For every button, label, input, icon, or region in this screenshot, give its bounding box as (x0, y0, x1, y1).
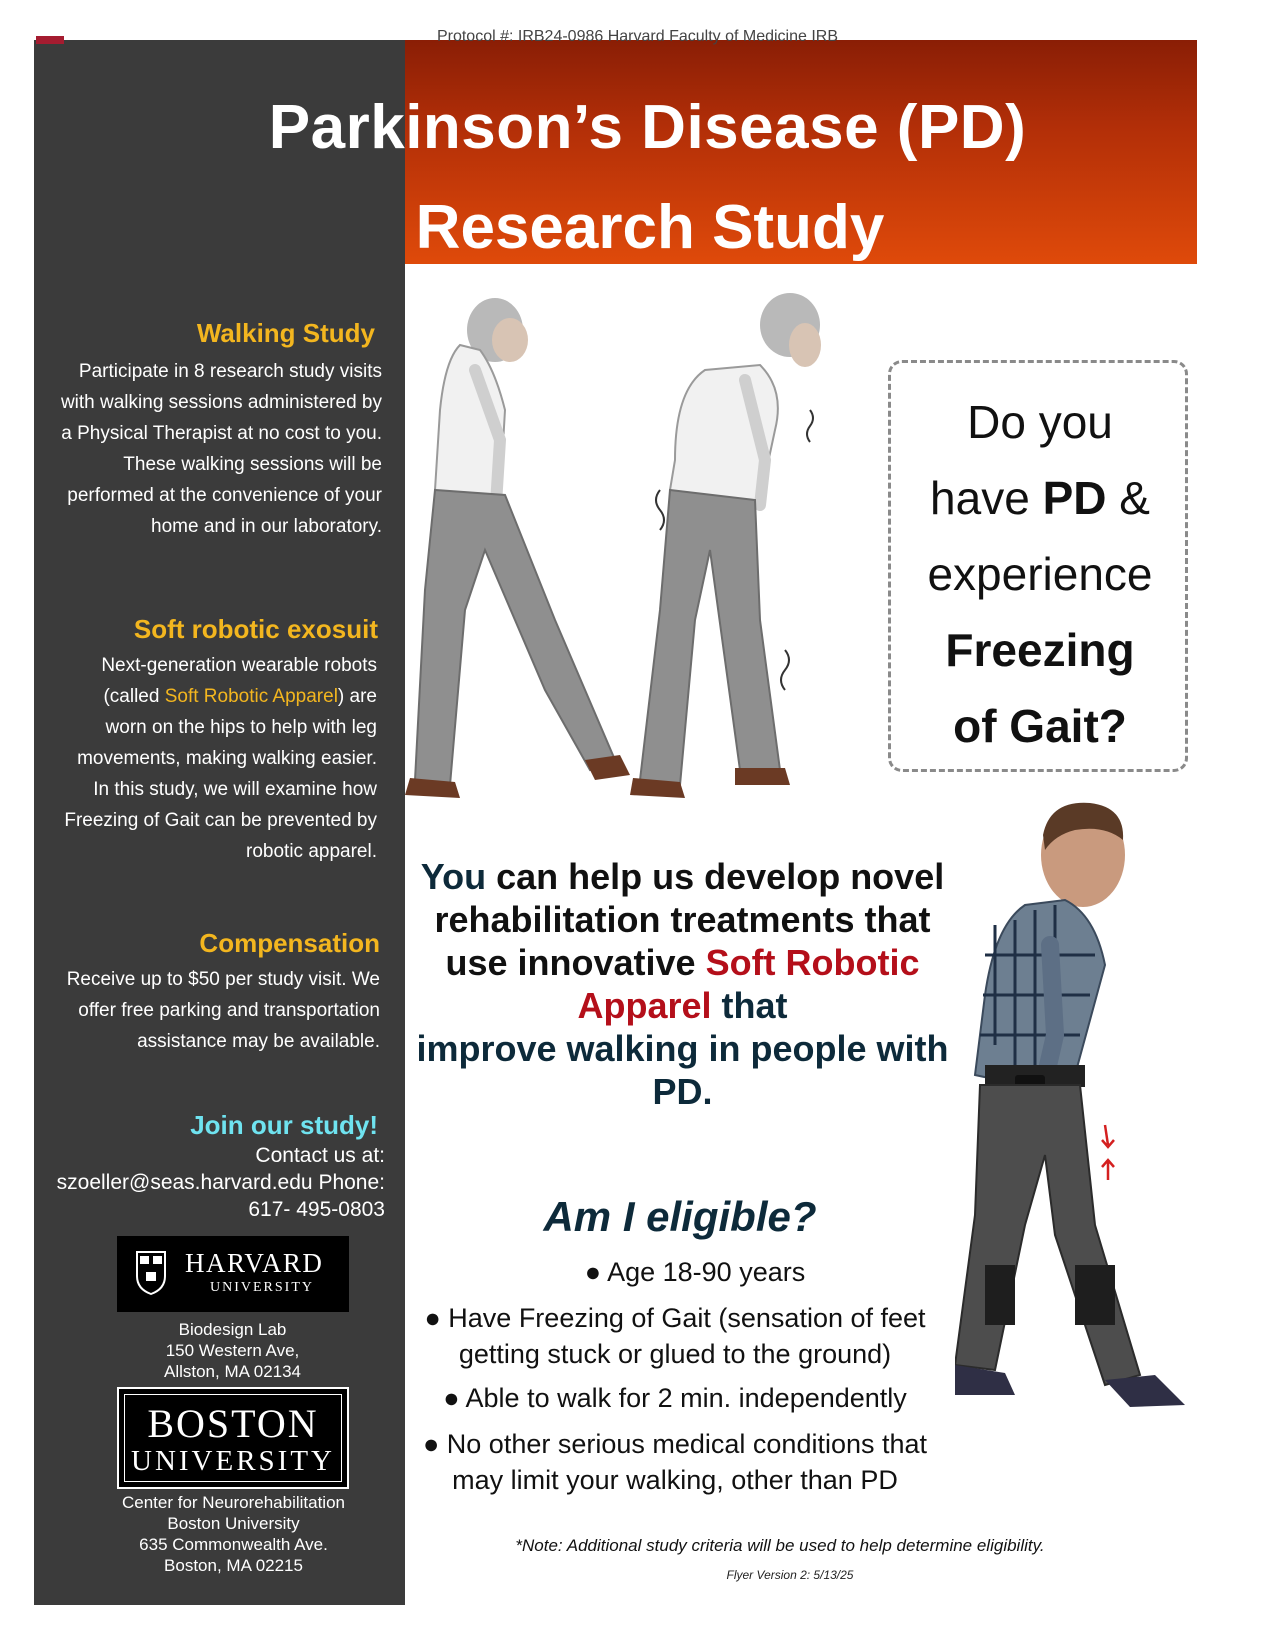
page-title: Parkinson’s Disease (PD) (268, 93, 1027, 162)
exosuit-heading: Soft robotic exosuit (133, 614, 378, 644)
help-text: can help us develop novel rehabilitation treatments that use innovative (434, 856, 945, 983)
exosuit-text-body: ) are worn on the hips to help with leg movements, making walking easier. In this study, we will examine how Freezing of Gait can be prevented by robotic apparel. (64, 686, 377, 862)
address-line: 635 Commonwealth Ave. (139, 1535, 328, 1554)
bullet-icon: ● (443, 1383, 460, 1413)
address-line: Boston, MA 02215 (164, 1556, 303, 1575)
contact-email[interactable]: szoeller@seas.harvard.edu (56, 1171, 313, 1194)
harvard-logo-subname: UNIVERSITY (210, 1280, 314, 1295)
eligibility-criterion (405, 1380, 945, 1416)
exosuit-text-intro: Next-generation wearable robots (called (101, 655, 377, 707)
boston-university-logo (117, 1387, 349, 1489)
question-text: & (1106, 472, 1150, 524)
question-freezing-emphasis: Freezing (945, 624, 1135, 676)
exosuit-man-photo (955, 795, 1255, 1555)
compensation-heading: Compensation (199, 928, 380, 958)
harvard-logo-name: HARVARD (185, 1248, 324, 1278)
criterion-text: No other serious medical conditions that may limit your walking, other than PD (446, 1429, 928, 1495)
question-text: have (930, 472, 1043, 524)
criterion-text: Able to walk for 2 min. independently (465, 1383, 907, 1413)
freezing-question (900, 384, 1180, 764)
join-heading: Join our study! (190, 1110, 378, 1140)
question-pd-emphasis: PD (1042, 472, 1107, 524)
bullet-icon: ● (584, 1257, 602, 1287)
walking-study-text: Participate in 8 research study visits with walking sessions administered by a Physical Therapist at no cost to you. These walking sessions will be performed at the convenience of your home and in our laboratory. (60, 361, 382, 537)
address-line: Boston University (167, 1514, 300, 1533)
eligibility-criterion (405, 1300, 945, 1372)
bu-address (96, 1492, 371, 1576)
exosuit-highlight: Soft Robotic Apparel (164, 686, 338, 707)
walking-figure-icon (405, 298, 630, 798)
phone-label: Phone: (318, 1171, 385, 1194)
address-line: Center for Neurorehabilitation (121, 1493, 345, 1512)
help-statement (410, 855, 955, 1113)
compensation-text: Receive up to $50 per study visit. We offer free parking and transportation assistance may be available. (66, 969, 380, 1052)
eligibility-criterion (500, 1254, 890, 1290)
question-gait-emphasis: of Gait? (953, 700, 1127, 752)
elderly-walking-illustration (405, 290, 885, 835)
protocol-number: Protocol #: IRB24-0986 Harvard Faculty of Medicine IRB (436, 28, 839, 45)
page-subtitle: Research Study (415, 193, 885, 262)
help-highlight: Soft Robotic Apparel (577, 942, 920, 1026)
help-text-end: improve walking in people with PD. (416, 1028, 949, 1112)
help-you: You (420, 856, 487, 897)
criterion-text: Age 18-90 years (607, 1257, 806, 1287)
bu-logo-subname: UNIVERSITY (131, 1445, 335, 1477)
bu-logo-name: BOSTON (147, 1401, 319, 1446)
question-line: Do you (967, 396, 1113, 448)
walking-study-heading: Walking Study (196, 318, 375, 348)
eligibility-note: *Note: Additional study criteria will be used to help determine eligibility. (515, 1536, 1045, 1555)
freezing-figure-icon (630, 293, 821, 798)
harvard-logo (117, 1236, 349, 1312)
contact-email-line (40, 1169, 385, 1196)
bullet-icon: ● (424, 1303, 441, 1333)
help-text-that: that (711, 985, 788, 1026)
contact-phone[interactable]: 617- 495-0803 (248, 1198, 385, 1221)
address-line: Allston, MA 02134 (163, 1362, 302, 1381)
question-line (900, 460, 1180, 536)
contact-label: Contact us at: (255, 1144, 385, 1167)
question-line: experience (927, 548, 1153, 600)
eligibility-heading: Am I eligible? (543, 1193, 817, 1240)
harvard-shield-icon (135, 1250, 167, 1296)
address-line: Biodesign Lab (178, 1320, 287, 1339)
flyer-version: Flyer Version 2: 5/13/25 (726, 1568, 854, 1582)
biodesign-lab-address (150, 1319, 315, 1382)
bullet-icon: ● (422, 1429, 440, 1459)
eligibility-criterion (405, 1426, 945, 1498)
address-line: 150 Western Ave, (165, 1341, 300, 1360)
contact-block (40, 1142, 385, 1223)
criterion-text: Have Freezing of Gait (sensation of feet getting stuck or glued to the ground) (448, 1303, 926, 1369)
exosuit-text (60, 650, 377, 867)
